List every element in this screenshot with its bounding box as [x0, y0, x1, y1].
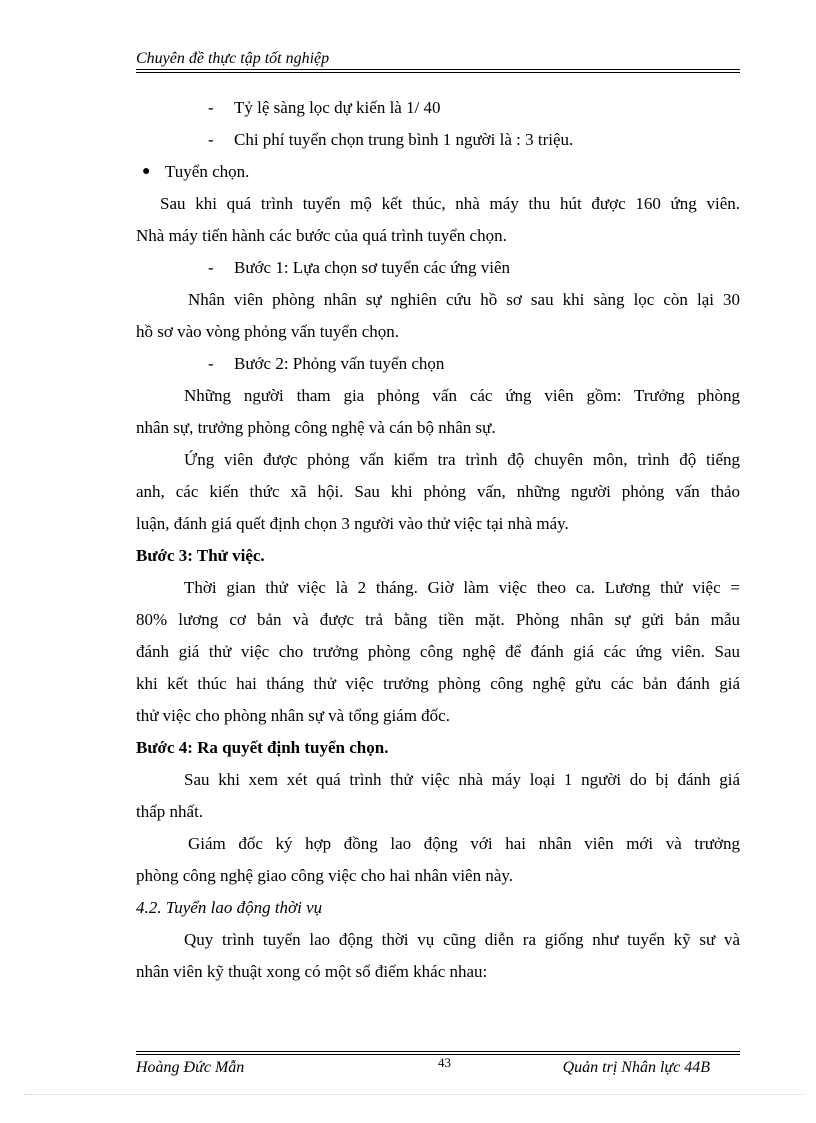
page-number: 43	[438, 1055, 451, 1070]
dash-marker: -	[208, 258, 214, 277]
paragraph-line: Giám đốc ký hợp đồng lao động với hai nhân viên mới và trưởng	[188, 834, 740, 853]
paragraph-line: khi kết thúc hai tháng thử việc trưởng phòng công nghệ gửu các bản đánh giá	[136, 674, 740, 693]
bullet-label: Tuyển chọn.	[165, 162, 250, 181]
paragraph-line: Quy trình tuyển lao động thời vụ cũng diễn ra giống như tuyển kỹ sư và	[184, 930, 740, 949]
paragraph-line: Nhân viên phòng nhân sự nghiên cứu hồ sơ sau khi sàng lọc còn lại 30	[188, 290, 740, 309]
step-4-heading: Bước 4: Ra quyết định tuyển chọn.	[136, 738, 389, 757]
step-3-heading: Bước 3: Thử việc.	[136, 546, 265, 565]
paragraph-line: Nhà máy tiến hành các bước của quá trình tuyển chọn.	[136, 226, 507, 245]
paragraph-line: phòng công nghệ giao công việc cho hai nhân viên này.	[136, 866, 514, 885]
list-item	[136, 348, 740, 380]
paragraph-line: Sau khi xem xét quá trình thử việc nhà máy loại 1 người do bị đánh giá	[184, 770, 740, 789]
dash-marker: -	[208, 354, 214, 373]
header-title: Chuyên đề thực tập tốt nghiệp	[136, 50, 330, 67]
paragraph-line: Ứng viên được phỏng vấn kiểm tra trình độ chuyên môn, trình độ tiếng	[184, 450, 740, 469]
paragraph-line: thấp nhất.	[136, 802, 204, 821]
paragraph-line: Những người tham gia phỏng vấn các ứng viên gồm: Trưởng phòng	[184, 386, 740, 405]
paragraph-line: đánh giá thử việc cho trưởng phòng công nghệ để đánh giá các ứng viên. Sau	[136, 642, 740, 661]
page-footer	[136, 1050, 740, 1075]
paragraph-line: thử việc cho phòng nhân sự và tổng giám đốc.	[136, 706, 450, 725]
page-edge-divider	[24, 1094, 804, 1095]
list-item	[136, 124, 740, 156]
dash-marker: -	[208, 130, 214, 149]
paragraph-line: nhân viên kỹ thuật xong có một số điểm khác nhau:	[136, 962, 488, 981]
paragraph-line: luận, đánh giá quết định chọn 3 người vào thử việc tại nhà máy.	[136, 514, 569, 533]
ratio-line: Tỷ lệ sàng lọc dự kiến là 1/ 40	[234, 98, 441, 117]
paragraph-line: hồ sơ vào vòng phỏng vấn tuyển chọn.	[136, 322, 400, 341]
dash-marker: -	[208, 98, 214, 117]
list-item	[136, 92, 740, 124]
footer-row	[136, 1055, 740, 1075]
page-content	[136, 92, 740, 988]
step-2: Bước 2: Phỏng vấn tuyển chọn	[234, 354, 445, 373]
bullet-item	[136, 156, 740, 188]
footer-author: Hoàng Đức Mẫn	[136, 1059, 245, 1076]
bullet-icon: ●	[142, 164, 151, 179]
header-rule	[136, 69, 740, 73]
page-header	[136, 50, 740, 73]
step-1: Bước 1: Lựa chọn sơ tuyển các ứng viên	[234, 258, 510, 277]
section-heading: 4.2. Tuyển lao động thời vụ	[136, 898, 323, 917]
paragraph-line: Sau khi quá trình tuyển mộ kết thúc, nhà máy thu hút được 160 ứng viên.	[160, 194, 740, 213]
cost-line: Chi phí tuyển chọn trung bình 1 người là : 3 triệu.	[234, 130, 574, 149]
footer-department: Quản trị Nhân lực 44B	[562, 1059, 710, 1076]
paragraph-line: 80% lương cơ bản và được trả bằng tiền mặt. Phòng nhân sự gửi bản mẫu	[136, 610, 740, 629]
list-item	[136, 252, 740, 284]
paragraph-line: anh, các kiến thức xã hội. Sau khi phỏng vấn, những người phỏng vấn thảo	[136, 482, 740, 501]
paragraph-line: nhân sự, trưởng phòng công nghệ và cán bộ nhân sự.	[136, 418, 496, 437]
paragraph-line: Thời gian thử việc là 2 tháng. Giờ làm việc theo ca. Lương thử việc =	[184, 578, 740, 597]
